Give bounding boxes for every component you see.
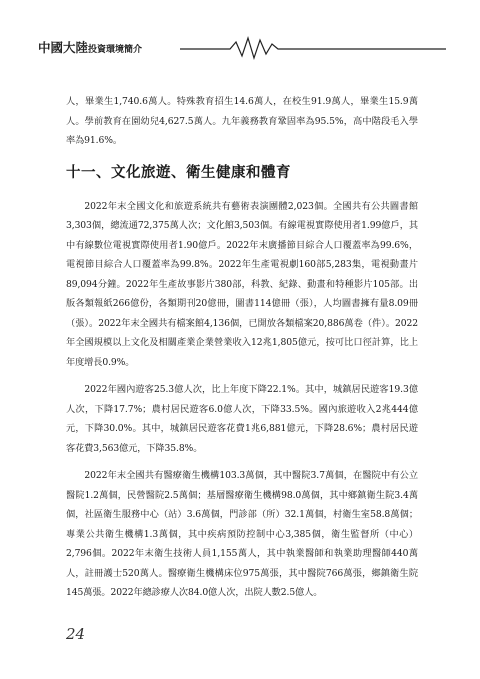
header-wave-line	[180, 34, 446, 60]
page-number: 24	[66, 625, 86, 643]
header-title-sub: 投資環境簡介	[88, 45, 143, 55]
header-title-main: 中國大陸	[38, 40, 89, 55]
paragraph-education-continued: 人，畢業生1,740.6萬人。特殊教育招生14.6萬人，在校生91.9萬人，畢業生15.9萬人。學前教育在園幼兒4,627.5萬人。九年義務教育鞏固率為95.5%，高中階段毛入學率為91.6%。	[66, 96, 418, 146]
body-content	[66, 92, 418, 611]
paragraph-culture: 2022年末全國文化和旅遊系統共有藝術表演團體2,023個。全國共有公共圖書館3,303個，總流通72,375萬人次；文化館3,503個。有線電視實際使用者1.99億戶，其中有線數位電視實際使用者1.90億戶。2022年末廣播節目綜合人口覆蓋率為99.6%，電視節目綜合人口覆蓋率為99.8%。2022年生產電視劇160部5,283集，電視動畫片89,094分鐘。2022年生產故事影片380部，科教、紀錄、動畫和特種影片105部。出版各類報紙266億份，各類期刊20億冊，圖書114億冊（張），人均圖書擁有量8.09冊（張）。2022年末全國共有檔案館4,136個，已開放各類檔案20,886萬卷（件）。2022年全國規模以上文化及相關產業企業營業收入12兆1,805億元，按可比口徑計算，比上年度增長0.9%。	[66, 200, 418, 368]
running-header	[38, 34, 446, 60]
paragraph-tourism: 2022年國內遊客25.3億人次，比上年度下降22.1%。其中，城鎮居民遊客19.3億人次，下降17.7%；農村居民遊客6.0億人次，下降33.5%。國內旅遊收入2兆444億元，下降30.0%。其中，城鎮居民遊客花費1兆6,881億元，下降28.6%；農村居民遊客花費3,563億元，下降35.8%。	[66, 384, 418, 454]
section-heading: 十一、文化旅遊、衛生健康和體育	[66, 163, 291, 181]
running-header-title	[38, 38, 142, 56]
paragraph-health: 2022年末全國共有醫療衛生機構103.3萬個，其中醫院3.7萬個，在醫院中有公立醫院1.2萬個，民營醫院2.5萬個；基層醫療衛生機構98.0萬個，其中鄉鎮衛生院3.4萬個，社區衛生服務中心（站）3.6萬個，門診部（所）32.1萬個，村衛生室58.8萬個；專業公共衛生機構1.3萬個，其中疾病預防控制中心3,385個，衛生監督所（中心）2,796個。2022年末衛生技術人員1,155萬人，其中執業醫師和執業助理醫師440萬人，註冊護士520萬人。醫療衛生機構床位975萬張，其中醫院766萬張，鄉鎮衛生院145萬張。2022年總診療人次84.0億人次，出院人數2.5億人。	[66, 470, 418, 598]
